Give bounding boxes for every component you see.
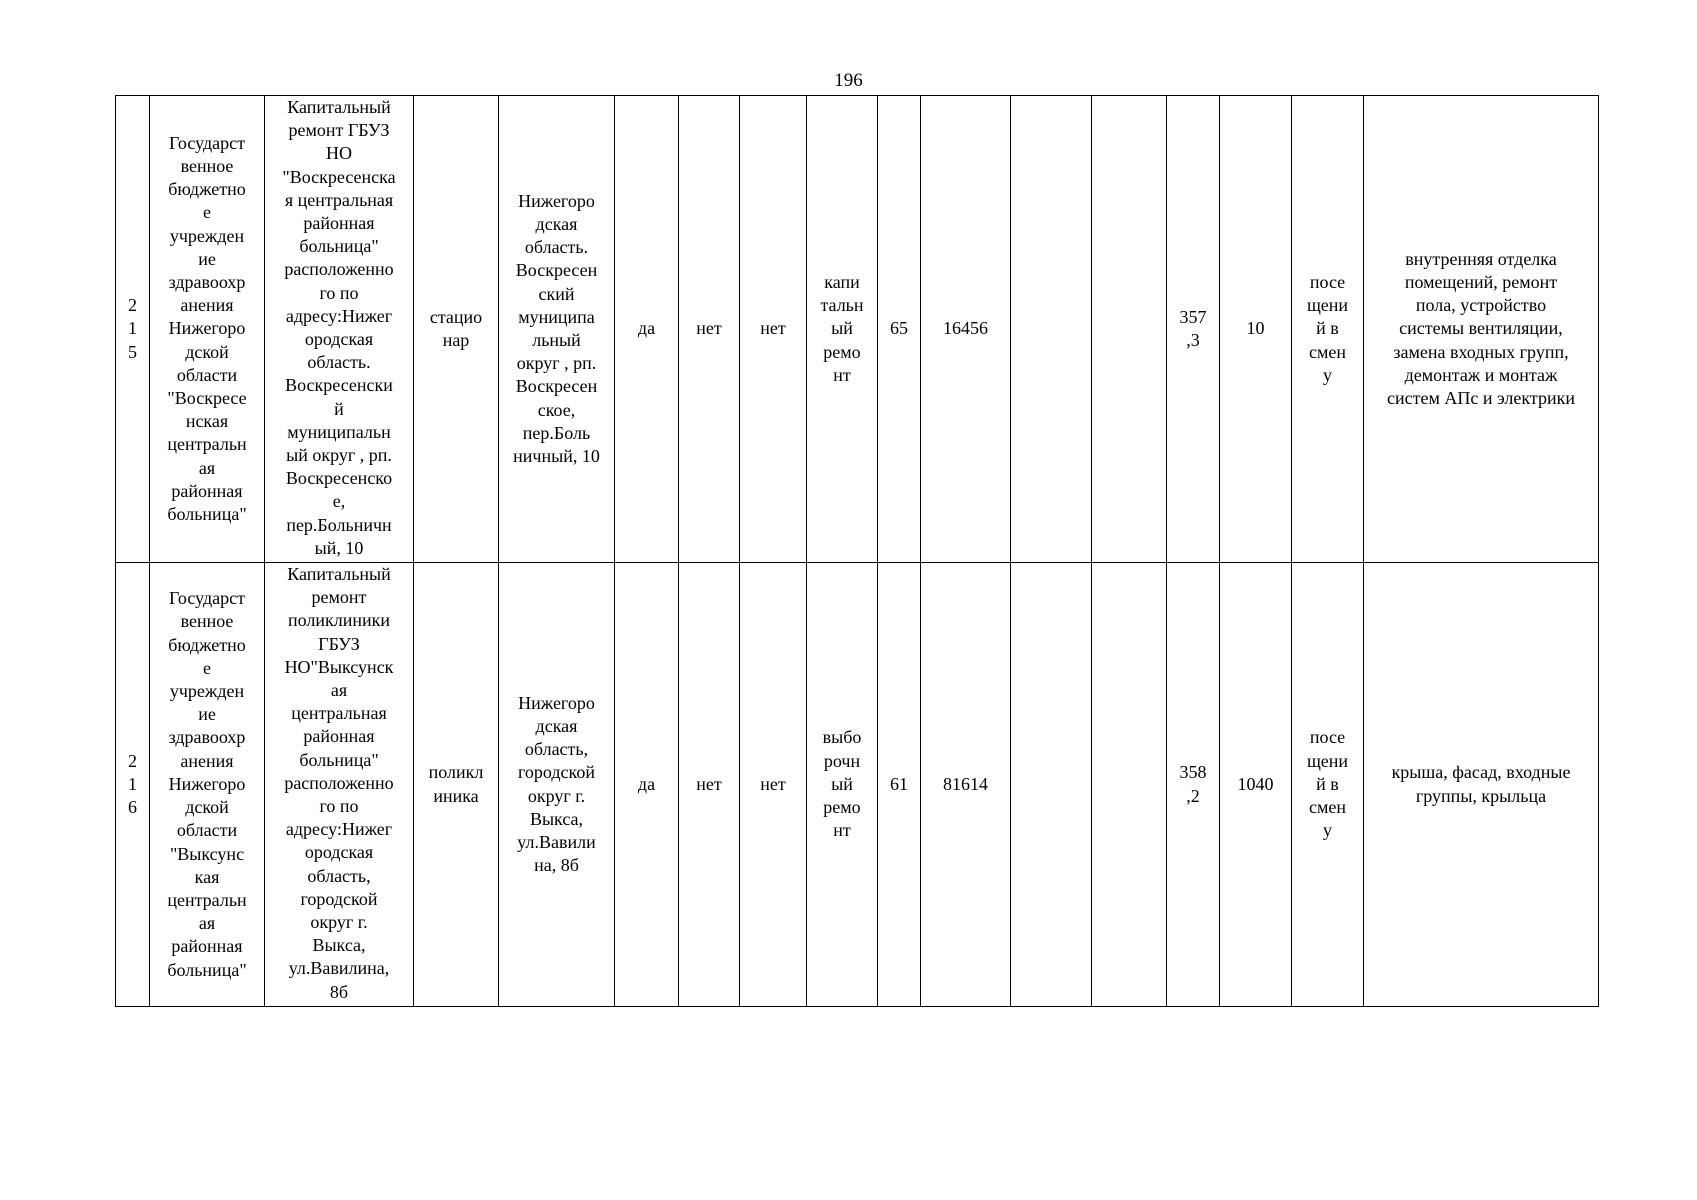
address-cell: Нижегоро дская область, городской округ г. Выкса, ул.Вавили на, 8б xyxy=(499,563,615,1007)
object-cell: Капитальный ремонт ГБУЗ НО "Воскресенска я центральная районная больница" расположенно го по адресу:Нижег ородская область. Воскресенски й муниципальн ый округ , рп. Воскресенско е, пер.Больничн ый, 10 xyxy=(265,96,414,563)
works-description-cell: внутренняя отделка помещений, ремонт пола, устройство системы вентиляции, замена входных групп, демонтаж и монтаж систем АПс и электрики xyxy=(1364,96,1599,563)
value-cell-2: 16456 xyxy=(921,96,1011,563)
organization-cell: Государст венное бюджетно е учрежден ие здравоохр анения Нижегоро дской области "Выксунс кая центральн ая районная больница" xyxy=(150,563,265,1007)
value-cell-2: 81614 xyxy=(921,563,1011,1007)
object-cell: Капитальный ремонт поликлиники ГБУЗ НО"Выксунск ая центральная районная больница" расположенно го по адресу:Нижег ородская область, городской округ г. Выкса, ул.Вавилина, 8б xyxy=(265,563,414,1007)
table-row xyxy=(116,563,1599,1007)
flag-cell-3: нет xyxy=(740,563,807,1007)
value-cell-1: 65 xyxy=(878,96,921,563)
work-type-cell: капи тальн ый ремо нт xyxy=(807,96,878,563)
area-cell: 358 ,2 xyxy=(1167,563,1220,1007)
flag-cell-2: нет xyxy=(679,96,740,563)
renovation-table xyxy=(115,95,1599,1007)
facility-type-cell: поликл иника xyxy=(414,563,499,1007)
flag-cell-3: нет xyxy=(740,96,807,563)
facility-type-cell: стацио нар xyxy=(414,96,499,563)
flag-cell-2: нет xyxy=(679,563,740,1007)
row-number-cell: 2 1 6 xyxy=(116,563,150,1007)
work-type-cell: выбо рочн ый ремо нт xyxy=(807,563,878,1007)
capacity-cell: 10 xyxy=(1220,96,1292,563)
capacity-cell: 1040 xyxy=(1220,563,1292,1007)
empty-cell-2 xyxy=(1092,563,1167,1007)
organization-cell: Государст венное бюджетно е учрежден ие здравоохр анения Нижегоро дской области "Воскресе нская центральн ая районная больница" xyxy=(150,96,265,563)
capacity-unit-cell: посе щени й в смен у xyxy=(1292,96,1364,563)
works-description-cell: крыша, фасад, входные группы, крыльца xyxy=(1364,563,1599,1007)
capacity-unit-cell: посе щени й в смен у xyxy=(1292,563,1364,1007)
row-number-cell: 2 1 5 xyxy=(116,96,150,563)
flag-cell-1: да xyxy=(615,563,679,1007)
empty-cell-1 xyxy=(1011,96,1092,563)
value-cell-1: 61 xyxy=(878,563,921,1007)
page-number: 196 xyxy=(834,70,863,91)
flag-cell-1: да xyxy=(615,96,679,563)
empty-cell-1 xyxy=(1011,563,1092,1007)
address-cell: Нижегоро дская область. Воскресен ский муниципа льный округ , рп. Воскресен ское, пер.Боль ничный, 10 xyxy=(499,96,615,563)
table-row xyxy=(116,96,1599,563)
area-cell: 357 ,3 xyxy=(1167,96,1220,563)
empty-cell-2 xyxy=(1092,96,1167,563)
